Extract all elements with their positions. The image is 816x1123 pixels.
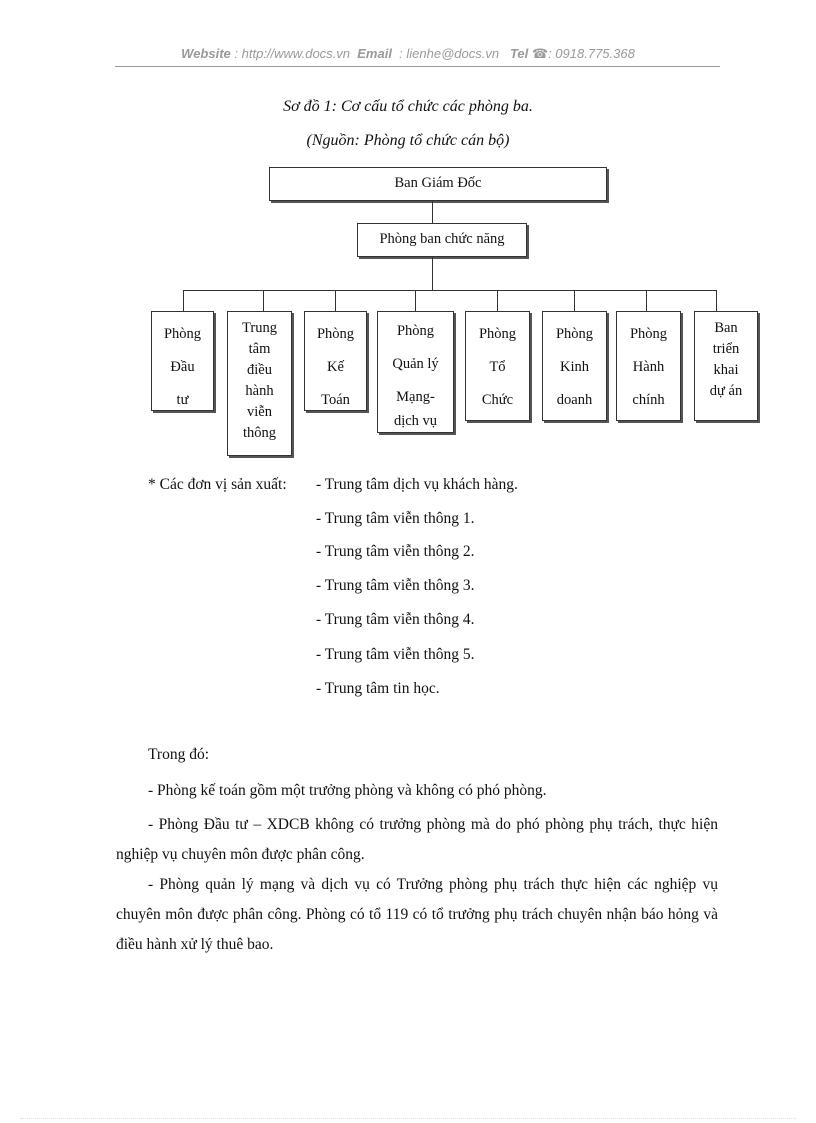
dept-line: Phòng — [163, 326, 202, 342]
page-header — [0, 46, 816, 62]
website-value: : http://www.docs.vn — [234, 46, 351, 61]
dept-line: Trung — [242, 320, 277, 336]
dept-box — [304, 311, 367, 411]
connector-line — [432, 257, 433, 290]
dept-box — [465, 311, 530, 421]
dept-line: chính — [632, 392, 665, 408]
unit-item: - Trung tâm viễn thông 1. — [316, 510, 475, 527]
dept-line: tư — [176, 392, 189, 408]
dept-line: thông — [242, 425, 277, 441]
dept-line: Phòng — [555, 326, 594, 342]
tel-label: Tel — [509, 46, 529, 61]
dept-line: doanh — [556, 392, 593, 408]
dept-line: tâm — [248, 341, 271, 357]
website-label: Website — [181, 46, 231, 61]
connector-line — [432, 201, 433, 223]
dept-box — [694, 311, 758, 421]
chart-box-middle: Phòng ban chức năng — [357, 223, 527, 257]
connector-line — [646, 290, 647, 311]
dept-line: Phòng — [629, 326, 668, 342]
dept-line: Ban — [714, 320, 738, 336]
dept-box — [616, 311, 681, 421]
dept-line: Phòng — [478, 326, 517, 342]
tel-value: : 0918.775.368 — [548, 46, 635, 61]
unit-item: - Trung tâm tin học. — [316, 680, 440, 697]
dept-line: triển — [712, 341, 740, 357]
phone-icon: ☎ — [531, 46, 549, 61]
connector-line — [574, 290, 575, 311]
email-value: : lienhe@docs.vn — [399, 46, 500, 61]
dept-line: viễn — [247, 404, 272, 420]
unit-item: - Trung tâm viễn thông 2. — [316, 543, 475, 560]
header-divider — [115, 66, 720, 67]
body-paragraph: - Phòng quản lý mạng và dịch vụ có Trưởng phòng phụ trách thực hiện các nghiệp vụ chuyên môn được phân công. Phòng có tổ 119 có tổ trưởng phụ trách chuyên nhận báo hỏng và điều hành xử lý thuê bao. — [116, 876, 718, 953]
unit-item: - Trung tâm viễn thông 5. — [316, 646, 475, 663]
dept-line: Hành — [632, 359, 665, 375]
dept-line: Kế — [327, 359, 344, 375]
dept-line: khai — [713, 362, 739, 378]
dept-box — [227, 311, 292, 456]
connector-line — [716, 290, 717, 311]
connector-line — [335, 290, 336, 311]
email-label: Email — [357, 46, 392, 61]
units-label: * Các đơn vị sản xuất: — [148, 476, 287, 493]
chart-box-top: Ban Giám Đốc — [269, 167, 607, 201]
connector-line — [263, 290, 264, 311]
dept-line: Phòng — [396, 323, 435, 339]
dept-box — [542, 311, 607, 421]
figure-title: Sơ đồ 1: Cơ cấu tổ chức các phòng ba. — [283, 98, 533, 115]
body-intro: Trong đó: — [148, 746, 210, 763]
dept-box — [151, 311, 214, 411]
dept-line: dịch vụ — [393, 413, 438, 429]
body-paragraph: - Phòng Đầu tư – XDCB không có trưởng phòng mà do phó phòng phụ trách, thực hiện nghiệp vụ chuyên môn được phân công. — [116, 816, 718, 863]
unit-item: - Trung tâm viễn thông 4. — [316, 611, 475, 628]
connector-line — [415, 290, 416, 311]
unit-item: - Trung tâm viễn thông 3. — [316, 577, 475, 594]
dept-line: điều — [247, 362, 272, 378]
dept-box — [377, 311, 454, 433]
figure-source: (Nguồn: Phòng tổ chức cán bộ) — [306, 132, 510, 149]
dept-line: dự án — [709, 383, 743, 399]
page-divider — [20, 1118, 796, 1119]
body-paragraph: - Phòng kế toán gồm một trưởng phòng và không có phó phòng. — [148, 782, 547, 799]
connector-line — [497, 290, 498, 311]
dept-line: Chức — [481, 392, 514, 408]
dept-line: Phòng — [316, 326, 355, 342]
dept-line: hành — [245, 383, 274, 399]
dept-line: Quản lý — [392, 356, 439, 372]
dept-line: Tổ — [489, 359, 506, 375]
dept-line: Toán — [321, 392, 350, 408]
dept-line: Mạng- — [396, 389, 435, 405]
connector-line — [183, 290, 184, 311]
dept-line: Kinh — [560, 359, 589, 375]
dept-line: Đầu — [170, 359, 195, 375]
unit-item: - Trung tâm dịch vụ khách hàng. — [316, 476, 518, 493]
